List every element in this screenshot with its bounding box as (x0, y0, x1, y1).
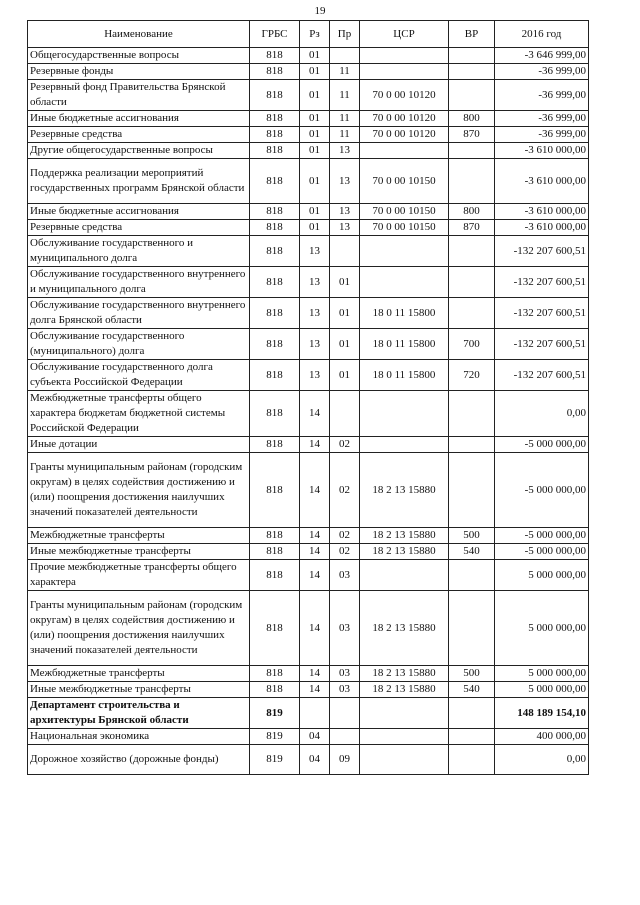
row-grbs: 818 (250, 682, 300, 698)
table-row (28, 682, 589, 698)
row-csr: 70 0 00 10150 (360, 220, 449, 236)
row-pr (330, 698, 360, 729)
row-rz: 14 (300, 682, 330, 698)
row-rz (300, 698, 330, 729)
row-name: Дорожное хозяйство (дорожные фонды) (28, 745, 250, 775)
table-row (28, 111, 589, 127)
row-csr: 18 2 13 15880 (360, 591, 449, 666)
row-grbs: 818 (250, 437, 300, 453)
row-name: Департамент строительства и архитектуры Брянской области (28, 698, 250, 729)
row-rz: 01 (300, 48, 330, 64)
header-year: 2016 год (495, 21, 589, 48)
row-vr: 870 (449, 220, 495, 236)
row-pr: 13 (330, 220, 360, 236)
row-grbs: 819 (250, 745, 300, 775)
row-vr (449, 698, 495, 729)
row-csr (360, 236, 449, 267)
header-pr: Пр (330, 21, 360, 48)
row-amount: 0,00 (495, 391, 589, 437)
row-rz: 14 (300, 453, 330, 528)
row-name: Иные межбюджетные трансферты (28, 682, 250, 698)
row-vr (449, 143, 495, 159)
row-csr (360, 698, 449, 729)
row-pr: 01 (330, 267, 360, 298)
row-name: Обслуживание государственного внутреннего долга Брянской области (28, 298, 250, 329)
row-grbs: 818 (250, 48, 300, 64)
row-rz: 13 (300, 329, 330, 360)
table-row (28, 453, 589, 528)
row-name: Общегосударственные вопросы (28, 48, 250, 64)
row-grbs: 818 (250, 267, 300, 298)
header-rz: Рз (300, 21, 330, 48)
row-rz: 04 (300, 745, 330, 775)
row-grbs: 818 (250, 560, 300, 591)
row-csr: 70 0 00 10120 (360, 111, 449, 127)
table-row (28, 64, 589, 80)
budget-table (27, 20, 589, 775)
row-grbs: 818 (250, 453, 300, 528)
row-csr: 70 0 00 10120 (360, 80, 449, 111)
row-pr: 13 (330, 159, 360, 204)
row-name: Прочие межбюджетные трансферты общего характера (28, 560, 250, 591)
row-pr: 03 (330, 682, 360, 698)
table-row (28, 360, 589, 391)
row-name: Резервные средства (28, 220, 250, 236)
row-csr: 18 0 11 15800 (360, 329, 449, 360)
row-grbs: 818 (250, 111, 300, 127)
row-csr: 18 2 13 15880 (360, 453, 449, 528)
row-csr (360, 560, 449, 591)
table-row (28, 298, 589, 329)
row-csr: 18 0 11 15800 (360, 360, 449, 391)
table-row (28, 745, 589, 775)
row-name: Обслуживание государственного и муниципального долга (28, 236, 250, 267)
row-vr (449, 80, 495, 111)
row-grbs: 818 (250, 127, 300, 143)
row-csr: 18 2 13 15880 (360, 666, 449, 682)
row-vr: 800 (449, 111, 495, 127)
row-csr: 18 2 13 15880 (360, 682, 449, 698)
page-number: 19 (314, 5, 326, 17)
row-rz: 01 (300, 127, 330, 143)
table-row (28, 437, 589, 453)
row-pr: 01 (330, 298, 360, 329)
row-vr: 500 (449, 528, 495, 544)
row-pr: 01 (330, 360, 360, 391)
header-name: Наименование (28, 21, 250, 48)
row-csr (360, 437, 449, 453)
table-row (28, 159, 589, 204)
row-grbs: 818 (250, 236, 300, 267)
row-csr: 70 0 00 10120 (360, 127, 449, 143)
row-pr: 02 (330, 437, 360, 453)
row-grbs: 818 (250, 80, 300, 111)
row-amount: -36 999,00 (495, 111, 589, 127)
table-row (28, 143, 589, 159)
row-vr (449, 267, 495, 298)
row-vr: 700 (449, 329, 495, 360)
row-vr: 540 (449, 544, 495, 560)
row-pr: 13 (330, 143, 360, 159)
row-pr: 03 (330, 666, 360, 682)
table-row (28, 544, 589, 560)
row-pr (330, 236, 360, 267)
row-vr (449, 64, 495, 80)
table-row (28, 528, 589, 544)
row-grbs: 818 (250, 220, 300, 236)
row-name: Иные бюджетные ассигнования (28, 111, 250, 127)
row-amount: 5 000 000,00 (495, 591, 589, 666)
row-csr (360, 391, 449, 437)
table-row (28, 698, 589, 729)
row-grbs: 818 (250, 64, 300, 80)
row-amount: 148 189 154,10 (495, 698, 589, 729)
row-amount: -3 610 000,00 (495, 143, 589, 159)
row-vr (449, 298, 495, 329)
header-csr: ЦСР (360, 21, 449, 48)
row-vr: 540 (449, 682, 495, 698)
row-amount: -5 000 000,00 (495, 528, 589, 544)
row-csr: 70 0 00 10150 (360, 204, 449, 220)
row-rz: 01 (300, 111, 330, 127)
row-rz: 13 (300, 298, 330, 329)
row-name: Обслуживание государственного (муниципального) долга (28, 329, 250, 360)
row-name: Гранты муниципальным районам (городским округам) в целях содействия достижению и (или) поощрения достижения наилучших значений показателей деятельности (28, 453, 250, 528)
row-rz: 01 (300, 80, 330, 111)
row-amount: 400 000,00 (495, 729, 589, 745)
row-vr: 500 (449, 666, 495, 682)
table-row (28, 204, 589, 220)
row-grbs: 818 (250, 159, 300, 204)
row-pr: 01 (330, 329, 360, 360)
row-name: Иные межбюджетные трансферты (28, 544, 250, 560)
row-grbs: 818 (250, 591, 300, 666)
row-rz: 04 (300, 729, 330, 745)
row-pr: 03 (330, 560, 360, 591)
header-vr: ВР (449, 21, 495, 48)
row-rz: 01 (300, 159, 330, 204)
row-pr (330, 391, 360, 437)
row-rz: 14 (300, 544, 330, 560)
row-amount: -132 207 600,51 (495, 267, 589, 298)
row-name: Обслуживание государственного внутреннего и муниципального долга (28, 267, 250, 298)
row-rz: 14 (300, 391, 330, 437)
row-csr (360, 143, 449, 159)
row-name: Резервные фонды (28, 64, 250, 80)
row-name: Межбюджетные трансферты (28, 666, 250, 682)
table-row (28, 267, 589, 298)
row-csr: 18 0 11 15800 (360, 298, 449, 329)
table-row (28, 591, 589, 666)
row-pr: 11 (330, 64, 360, 80)
row-vr (449, 391, 495, 437)
row-rz: 13 (300, 267, 330, 298)
row-csr (360, 745, 449, 775)
row-pr: 02 (330, 453, 360, 528)
row-amount: 5 000 000,00 (495, 666, 589, 682)
table-header-row (28, 21, 589, 48)
row-rz: 01 (300, 204, 330, 220)
row-amount: -3 646 999,00 (495, 48, 589, 64)
row-vr (449, 591, 495, 666)
row-vr (449, 729, 495, 745)
row-amount: 0,00 (495, 745, 589, 775)
row-vr: 870 (449, 127, 495, 143)
row-name: Резервный фонд Правительства Брянской области (28, 80, 250, 111)
row-amount: -5 000 000,00 (495, 437, 589, 453)
row-csr (360, 729, 449, 745)
row-pr: 11 (330, 80, 360, 111)
table-row (28, 391, 589, 437)
row-name: Межбюджетные трансферты (28, 528, 250, 544)
row-csr: 70 0 00 10150 (360, 159, 449, 204)
row-pr: 02 (330, 528, 360, 544)
row-pr: 09 (330, 745, 360, 775)
row-vr (449, 159, 495, 204)
row-amount: 5 000 000,00 (495, 682, 589, 698)
row-rz: 01 (300, 64, 330, 80)
row-csr (360, 267, 449, 298)
table-body (28, 48, 589, 775)
row-grbs: 819 (250, 729, 300, 745)
row-name: Другие общегосударственные вопросы (28, 143, 250, 159)
row-amount: -36 999,00 (495, 127, 589, 143)
row-rz: 14 (300, 528, 330, 544)
row-name: Национальная экономика (28, 729, 250, 745)
row-vr (449, 453, 495, 528)
row-amount: -3 610 000,00 (495, 159, 589, 204)
row-grbs: 818 (250, 544, 300, 560)
table-row (28, 236, 589, 267)
row-pr (330, 48, 360, 64)
row-grbs: 818 (250, 329, 300, 360)
row-amount: -3 610 000,00 (495, 220, 589, 236)
table-row (28, 729, 589, 745)
row-grbs: 818 (250, 298, 300, 329)
row-grbs: 818 (250, 666, 300, 682)
row-amount: 5 000 000,00 (495, 560, 589, 591)
row-rz: 01 (300, 143, 330, 159)
row-pr: 11 (330, 127, 360, 143)
row-pr: 13 (330, 204, 360, 220)
row-amount: -132 207 600,51 (495, 360, 589, 391)
row-amount: -36 999,00 (495, 64, 589, 80)
table-row (28, 127, 589, 143)
row-amount: -132 207 600,51 (495, 236, 589, 267)
header-grbs: ГРБС (250, 21, 300, 48)
row-rz: 13 (300, 360, 330, 391)
row-grbs: 818 (250, 528, 300, 544)
row-name: Иные бюджетные ассигнования (28, 204, 250, 220)
row-name: Иные дотации (28, 437, 250, 453)
row-pr: 02 (330, 544, 360, 560)
row-vr (449, 745, 495, 775)
row-rz: 14 (300, 560, 330, 591)
row-amount: -5 000 000,00 (495, 544, 589, 560)
row-pr: 11 (330, 111, 360, 127)
row-grbs: 818 (250, 391, 300, 437)
row-csr (360, 64, 449, 80)
row-csr (360, 48, 449, 64)
table-row (28, 48, 589, 64)
row-pr (330, 729, 360, 745)
table-row (28, 220, 589, 236)
row-grbs: 818 (250, 143, 300, 159)
row-rz: 14 (300, 591, 330, 666)
row-rz: 01 (300, 220, 330, 236)
row-csr: 18 2 13 15880 (360, 528, 449, 544)
row-vr: 720 (449, 360, 495, 391)
row-name: Гранты муниципальным районам (городским округам) в целях содействия достижению и (или) поощрения достижения наилучших значений показателей деятельности (28, 591, 250, 666)
row-amount: -36 999,00 (495, 80, 589, 111)
row-grbs: 818 (250, 360, 300, 391)
table-row (28, 666, 589, 682)
row-grbs: 819 (250, 698, 300, 729)
row-rz: 14 (300, 437, 330, 453)
row-pr: 03 (330, 591, 360, 666)
row-name: Обслуживание государственного долга субъекта Российской Федерации (28, 360, 250, 391)
row-name: Поддержка реализации мероприятий государственных программ Брянской области (28, 159, 250, 204)
row-csr: 18 2 13 15880 (360, 544, 449, 560)
row-vr: 800 (449, 204, 495, 220)
row-amount: -5 000 000,00 (495, 453, 589, 528)
row-vr (449, 560, 495, 591)
table-row (28, 80, 589, 111)
row-amount: -3 610 000,00 (495, 204, 589, 220)
row-vr (449, 437, 495, 453)
row-amount: -132 207 600,51 (495, 329, 589, 360)
row-name: Межбюджетные трансферты общего характера бюджетам бюджетной системы Российской Федерации (28, 391, 250, 437)
row-grbs: 818 (250, 204, 300, 220)
row-rz: 13 (300, 236, 330, 267)
table-row (28, 560, 589, 591)
table-row (28, 329, 589, 360)
row-vr (449, 48, 495, 64)
row-rz: 14 (300, 666, 330, 682)
row-vr (449, 236, 495, 267)
row-amount: -132 207 600,51 (495, 298, 589, 329)
row-name: Резервные средства (28, 127, 250, 143)
